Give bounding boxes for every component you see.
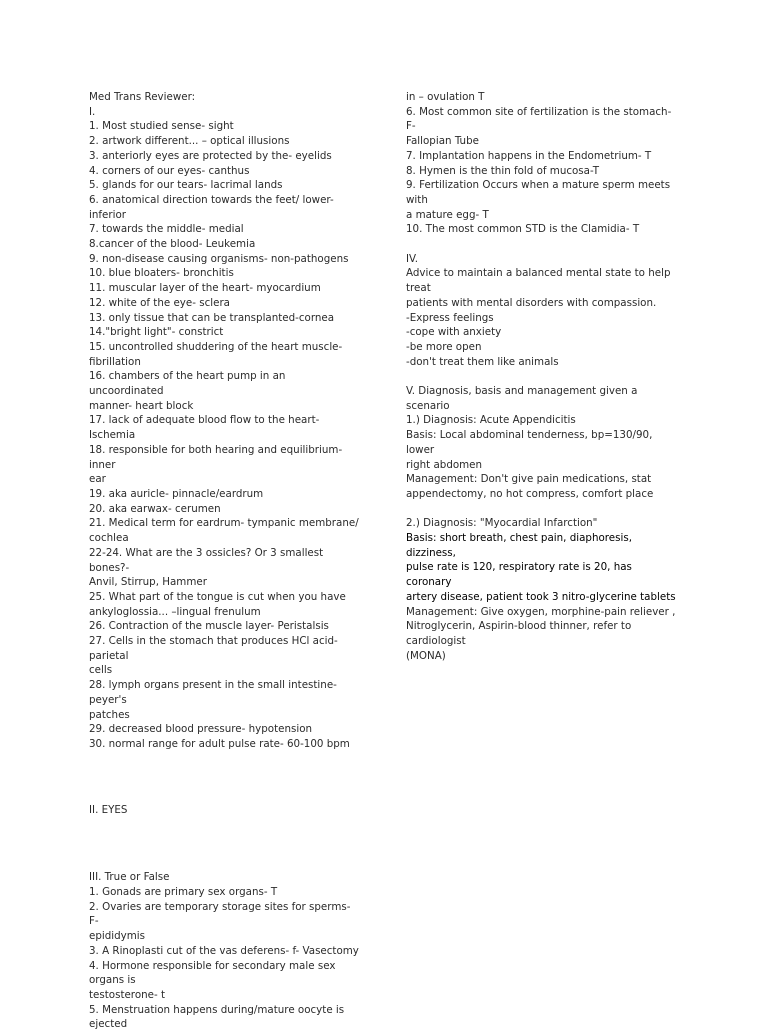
text-line: 6. anatomical direction towards the feet/ lower- inferior xyxy=(89,193,334,221)
text-line: ear xyxy=(89,473,106,486)
text-line: 10. The most common STD is the Clamidia- T xyxy=(406,223,640,236)
text-line: 8. Hymen is the thin fold of mucosa-T xyxy=(406,164,600,177)
text-line: 5. Menstruation happens during/mature oocyte is ejected xyxy=(89,1003,345,1031)
text-line: Fallopian Tube xyxy=(406,135,479,148)
text-line: -Express feelings xyxy=(406,311,494,324)
text-line: 15. uncontrolled shuddering of the heart muscle- xyxy=(89,340,343,353)
document-title: Med Trans Reviewer: xyxy=(89,91,196,103)
text-line: -cope with anxiety xyxy=(406,326,502,339)
text-line: fibrillation xyxy=(89,355,141,368)
text-line: pulse rate is 120, respiratory rate is 20, has coronary xyxy=(406,561,632,589)
section-III-list xyxy=(89,885,361,1032)
text-line: Nitroglycerin, Aspirin-blood thinner, refer to cardiologist xyxy=(406,620,632,647)
text-line: 2.) Diagnosis: "Myocardial Infarction" xyxy=(406,517,598,530)
section-heading: I. xyxy=(89,105,96,118)
text-line: manner- heart block xyxy=(89,399,194,412)
right-column xyxy=(406,90,678,663)
text-line: 3. anteriorly eyes are protected by the- eyelids xyxy=(89,149,332,162)
text-line: Anvil, Stirrup, Hammer xyxy=(89,576,207,589)
text-line: cochlea xyxy=(89,532,129,545)
text-line: 22-24. What are the 3 ossicles? Or 3 smallest bones?- xyxy=(89,546,324,574)
text-line: 7. towards the middle- medial xyxy=(89,223,244,236)
text-line: 17. lack of adequate blood flow to the heart- Ischemia xyxy=(89,414,320,442)
section-IV-list xyxy=(406,266,678,369)
text-line: 6. Most common site of fertilization is the stomach-F- xyxy=(406,105,672,133)
text-line: 19. aka auricle- pinnacle/eardrum xyxy=(89,487,264,500)
text-line: 9. non-disease causing organisms- non-pathogens xyxy=(89,252,349,265)
text-line: 25. What part of the tongue is cut when you have xyxy=(89,590,346,603)
text-line: 18. responsible for both hearing and equilibrium- inner xyxy=(89,443,343,471)
text-line: 16. chambers of the heart pump in an uncoordinated xyxy=(89,370,286,398)
text-line: Management: Give oxygen, morphine-pain reliever , xyxy=(406,605,676,618)
text-line: 26. Contraction of the muscle layer- Peristalsis xyxy=(89,620,329,633)
case-2-list xyxy=(406,516,678,663)
text-line: 5. glands for our tears- lacrimal lands xyxy=(89,179,283,192)
text-line: Management: Don't give pain medications, stat xyxy=(406,473,652,486)
text-line: testosterone- t xyxy=(89,988,166,1001)
text-line: 4. corners of our eyes- canthus xyxy=(89,164,250,177)
case-1-list xyxy=(406,413,678,501)
text-line: 10. blue bloaters- bronchitis xyxy=(89,267,234,280)
text-line: 28. lymph organs present in the small intestine- peyer's xyxy=(89,679,337,706)
text-line: 1. Most studied sense- sight xyxy=(89,120,234,133)
text-line: epididymis xyxy=(89,930,146,943)
section-I-list xyxy=(89,119,361,751)
text-line: 7. Implantation happens in the Endometrium- T xyxy=(406,149,652,162)
left-column xyxy=(89,90,361,1032)
section-heading: III. True or False xyxy=(89,871,170,884)
text-line: Basis: short breath, chest pain, diaphoresis, dizziness, xyxy=(406,532,632,559)
text-line: 1. Gonads are primary sex organs- T xyxy=(89,886,278,899)
text-line: ankyloglossia... –lingual frenulum xyxy=(89,605,261,618)
text-line: 3. A Rinoplasti cut of the vas deferens- f- Vasectomy xyxy=(89,944,359,957)
text-line: 2. Ovaries are temporary storage sites for sperms- F- xyxy=(89,900,351,928)
text-line: 20. aka earwax- cerumen xyxy=(89,502,221,515)
text-line: 29. decreased blood pressure- hypotension xyxy=(89,723,313,736)
text-line: -be more open xyxy=(406,340,482,353)
text-line: right abdomen xyxy=(406,458,483,471)
text-line: 1.) Diagnosis: Acute Appendicitis xyxy=(406,414,576,427)
text-line: (MONA) xyxy=(406,649,446,662)
text-line: patches xyxy=(89,708,130,721)
section-heading: II. EYES xyxy=(89,803,128,816)
text-line: Basis: Local abdominal tenderness, bp=130/90, lower xyxy=(406,429,653,456)
text-line: 14."bright light"- constrict xyxy=(89,326,224,339)
text-line: 4. Hormone responsible for secondary male sex organs is xyxy=(89,959,336,987)
section-heading: V. Diagnosis, basis and management given a scenario xyxy=(406,385,638,412)
text-line: cells xyxy=(89,664,113,677)
text-line: 27. Cells in the stomach that produces HCl acid- parietal xyxy=(89,635,338,662)
text-line: artery disease, patient took 3 nitro-glycerine tablets xyxy=(406,590,676,603)
text-line: appendectomy, no hot compress, comfort place xyxy=(406,487,654,500)
section-heading: IV. xyxy=(406,252,419,265)
text-line: in – ovulation T xyxy=(406,91,485,103)
text-line: 2. artwork different... – optical illusions xyxy=(89,135,290,148)
text-line: 12. white of the eye- sclera xyxy=(89,296,230,309)
text-line: 21. Medical term for eardrum- tympanic membrane/ xyxy=(89,517,359,530)
text-line: 11. muscular layer of the heart- myocardium xyxy=(89,282,321,295)
text-line: patients with mental disorders with compassion. xyxy=(406,296,657,309)
text-line: 13. only tissue that can be transplanted-cornea xyxy=(89,311,335,324)
text-line: 30. normal range for adult pulse rate- 60-100 bpm xyxy=(89,737,350,750)
text-line: 8.cancer of the blood- Leukemia xyxy=(89,238,256,251)
text-line: 9. Fertilization Occurs when a mature sperm meets with xyxy=(406,179,671,206)
text-line: Advice to maintain a balanced mental state to help treat xyxy=(406,267,671,295)
section-III-continued-list xyxy=(406,90,678,237)
text-line: -don't treat them like animals xyxy=(406,355,559,368)
text-line: a mature egg- T xyxy=(406,208,489,221)
